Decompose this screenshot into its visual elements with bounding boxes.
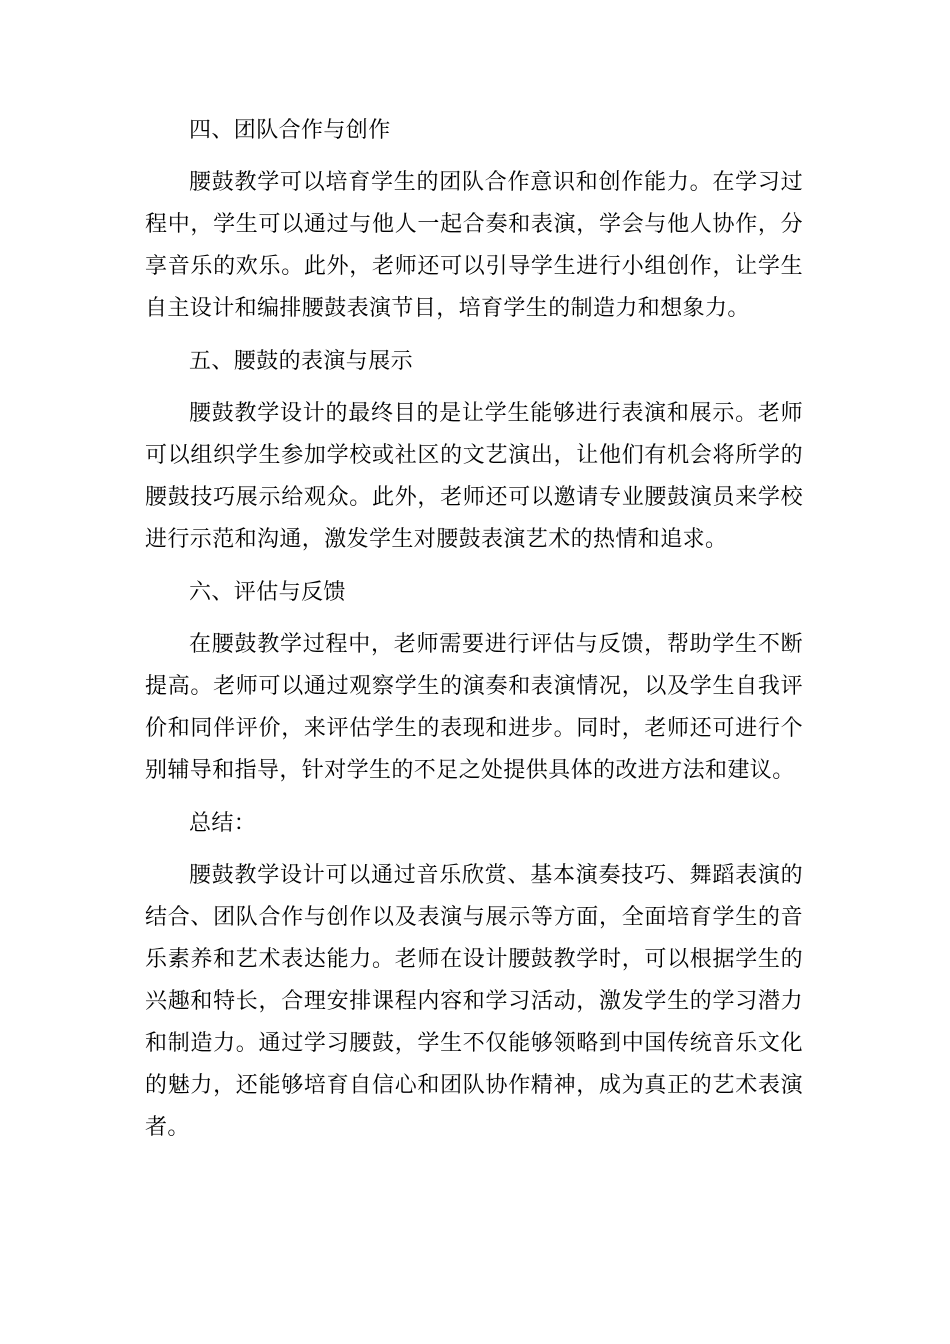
- paragraph-line: 的魅力，还能够培育自信心和团队协作精神，成为真正的艺术表演: [145, 1073, 803, 1098]
- paragraph-line: 兴趣和特长，合理安排课程内容和学习活动，激发学生的学习潜力: [145, 989, 803, 1014]
- section-paragraph-evaluation: [145, 624, 803, 792]
- paragraph-line: 别辅导和指导，针对学生的不足之处提供具体的改进方法和建议。: [145, 758, 795, 783]
- paragraph-line: 腰鼓教学设计可以通过音乐欣赏、基本演奏技巧、舞蹈表演的: [189, 863, 803, 888]
- paragraph-line: 乐素养和艺术表达能力。老师在设计腰鼓教学时，可以根据学生的: [145, 947, 803, 972]
- paragraph-line: 在腰鼓教学过程中，老师需要进行评估与反馈，帮助学生不断: [189, 632, 803, 657]
- paragraph-line: 价和同伴评价，来评估学生的表现和进步。同时，老师还可进行个: [145, 716, 803, 741]
- section-heading-evaluation: 六、评估与反馈: [189, 580, 346, 605]
- document-body: [145, 110, 803, 1160]
- paragraph-line: 程中，学生可以通过与他人一起合奏和表演，学会与他人协作，分: [145, 212, 803, 237]
- paragraph-line: 可以组织学生参加学校或社区的文艺演出，让他们有机会将所学的: [145, 443, 803, 468]
- paragraph-line: 者。: [145, 1115, 190, 1140]
- paragraph-line: 进行示范和沟通，激发学生对腰鼓表演艺术的热情和追求。: [145, 527, 728, 552]
- paragraph-line: 腰鼓教学设计的最终目的是让学生能够进行表演和展示。老师: [189, 401, 803, 426]
- section-paragraph-performance: [145, 393, 803, 561]
- paragraph-line: 自主设计和编排腰鼓表演节目，培育学生的制造力和想象力。: [145, 296, 750, 321]
- section-heading-performance: 五、腰鼓的表演与展示: [189, 349, 414, 374]
- paragraph-line: 和制造力。通过学习腰鼓，学生不仅能够领略到中国传统音乐文化: [145, 1031, 803, 1056]
- paragraph-line: 享音乐的欢乐。此外，老师还可以引导学生进行小组创作，让学生: [145, 254, 803, 279]
- section-heading-summary: 总结：: [189, 811, 257, 836]
- section-heading-teamwork: 四、团队合作与创作: [189, 118, 391, 143]
- paragraph-line: 提高。老师可以通过观察学生的演奏和表演情况，以及学生自我评: [145, 674, 803, 699]
- section-paragraph-summary: [145, 855, 803, 1149]
- paragraph-line: 腰鼓技巧展示给观众。此外，老师还可以邀请专业腰鼓演员来学校: [145, 485, 803, 510]
- paragraph-line: 结合、团队合作与创作以及表演与展示等方面，全面培育学生的音: [145, 905, 803, 930]
- section-paragraph-teamwork: [145, 162, 803, 330]
- paragraph-line: 腰鼓教学可以培育学生的团队合作意识和创作能力。在学习过: [189, 170, 803, 195]
